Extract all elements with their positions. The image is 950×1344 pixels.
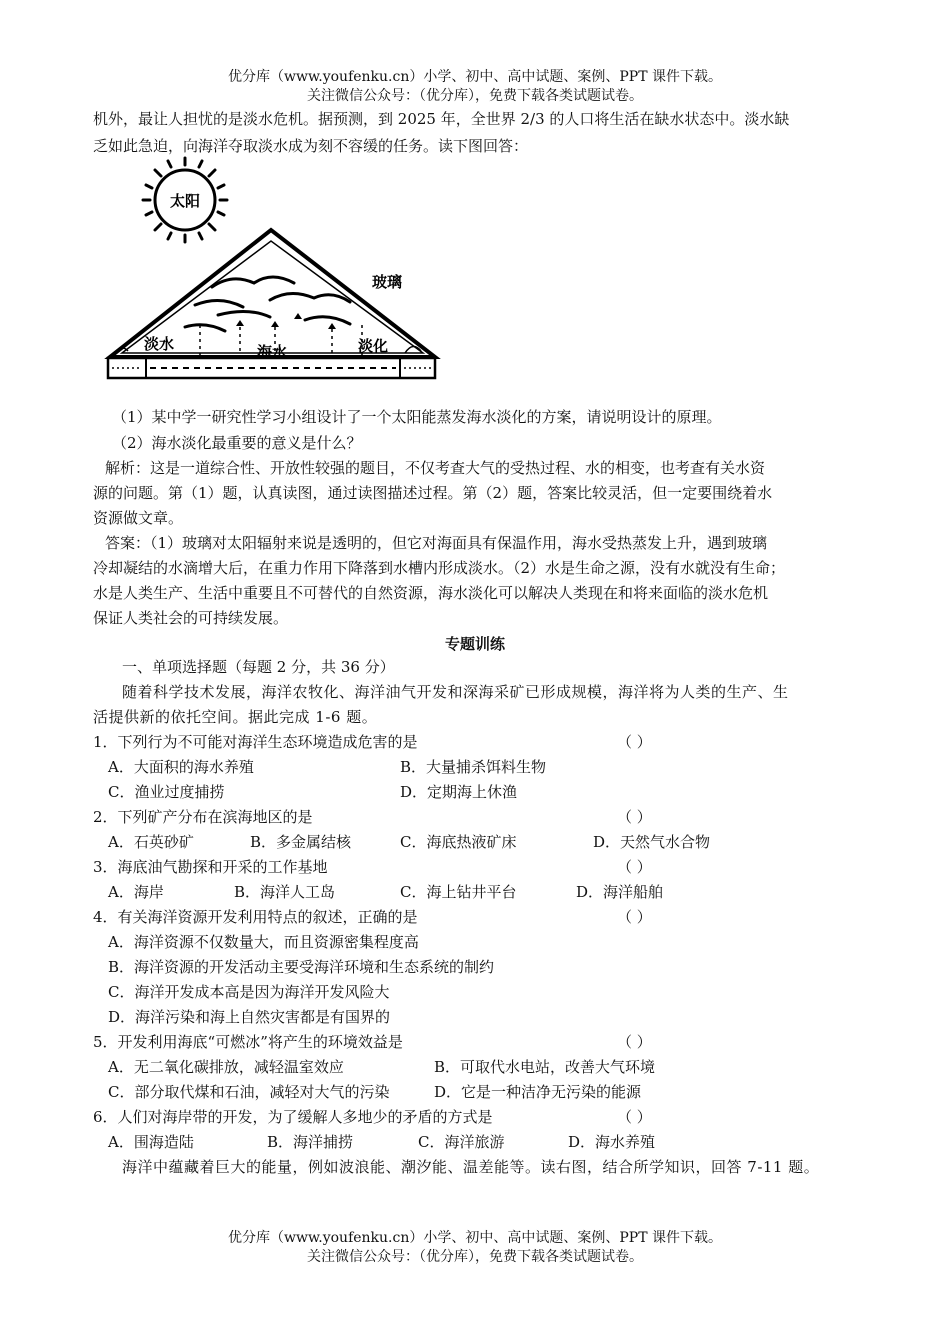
intro-line-1: 机外，最让人担忧的是淡水危机。据预测，到 2025 年，全世界 2/3 的人口将生活在缺水状态中。淡水缺	[93, 110, 790, 128]
q4-option-c: C．海洋开发成本高是因为海洋开发风险大	[108, 983, 390, 1001]
question-2: （2）海水淡化最重要的意义是什么？	[112, 434, 362, 452]
q6-option-b: B．海洋捕捞	[267, 1133, 354, 1151]
q6-option-c: C．海洋旅游	[418, 1133, 505, 1151]
q5-option-d: D．它是一种洁净无污染的能源	[434, 1083, 642, 1101]
q4-stem: 4．有关海洋资源开发利用特点的叙述，正确的是	[93, 908, 418, 926]
glass-label: 玻璃	[372, 273, 403, 291]
q4-option-a: A．海洋资源不仅数量大，而且资源密集程度高	[108, 933, 419, 951]
analysis-line-1: 解析：这是一道综合性、开放性较强的题目，不仅考查大气的受热过程、水的相变，也考查有关水资	[105, 459, 766, 477]
q3-stem: 3．海底油气勘探和开采的工作基地	[93, 858, 328, 876]
q3-option-d: D．海洋船舶	[576, 883, 664, 901]
passage-1-line-2: 活提供新的依托空间。据此完成 1-6 题。	[93, 708, 378, 726]
answer-line-3: 水是人类生产、生活中重要且不可替代的自然资源，海水淡化可以解决人类现在和将来面临的淡水危机	[93, 584, 769, 602]
answer-line-4: 保证人类社会的可持续发展。	[93, 609, 289, 627]
q6-stem: 6．人们对海岸带的开发，为了缓解人多地少的矛盾的方式是	[93, 1108, 493, 1126]
answer-line-2: 冷却凝结的水滴增大后，在重力作用下降落到水槽内形成淡水。（2）水是生命之源，没有水就没有生命；	[93, 559, 786, 577]
training-title: 专题训练	[444, 635, 505, 653]
q5-option-b: B．可取代水电站，改善大气环境	[434, 1058, 656, 1076]
sun-icon	[143, 158, 227, 242]
q2-option-a: A．石英砂矿	[108, 833, 194, 851]
q2-answer-blank: （ ）	[617, 808, 652, 826]
q6-option-a: A．围海造陆	[108, 1133, 194, 1151]
q3-answer-blank: （ ）	[617, 858, 652, 876]
q1-option-a: A．大面积的海水养殖	[108, 758, 254, 776]
passage-1-line-1: 随着科学技术发展，海洋农牧化、海洋油气开发和深海采矿已形成规模，海洋将为人类的生产、生	[122, 683, 789, 701]
section-heading: 一、单项选择题（每题 2 分，共 36 分）	[122, 658, 395, 676]
q5-answer-blank: （ ）	[617, 1033, 652, 1051]
q1-answer-blank: （ ）	[617, 733, 652, 751]
intro-line-2: 乏如此急迫，向海洋夺取淡水成为刻不容缓的任务。读下图回答：	[93, 137, 529, 155]
q6-option-d: D．海水养殖	[568, 1133, 656, 1151]
q6-answer-blank: （ ）	[617, 1108, 652, 1126]
header-line-1: 优分库（www.youfenku.cn）小学、初中、高中试题、案例、PPT 课件下载。	[227, 69, 722, 85]
footer-line-2: 关注微信公众号：（优分库），免费下载各类试题试卷。	[307, 1249, 643, 1265]
q2-option-d: D．天然气水合物	[593, 833, 711, 851]
passage-2: 海洋中蕴藏着巨大的能量，例如波浪能、潮汐能、温差能等。读右图，结合所学知识，回答 7-11 题。	[122, 1158, 820, 1176]
q4-answer-blank: （ ）	[617, 908, 652, 926]
answer-line-1: 答案：（1）玻璃对太阳辐射来说是透明的，但它对海面具有保温作用，海水受热蒸发上升，遇到玻璃	[105, 534, 768, 552]
analysis-line-3: 资源做文章。	[93, 509, 184, 527]
q1-option-c: C．渔业过度捕捞	[108, 783, 225, 801]
sun-label: 太阳	[169, 192, 201, 210]
analysis-line-2: 源的问题。第（1）题，认真读图，通过读图描述过程。第（2）题，答案比较灵活，但一定要围绕着水	[93, 484, 773, 502]
q1-option-d: D．定期海上休渔	[400, 783, 518, 801]
q3-option-a: A．海岸	[108, 883, 164, 901]
footer-line-1: 优分库（www.youfenku.cn）小学、初中、高中试题、案例、PPT 课件下载。	[227, 1230, 722, 1246]
q2-stem: 2．下列矿产分布在滨海地区的是	[93, 808, 313, 826]
q4-option-b: B．海洋资源的开发活动主要受海洋环境和生态系统的制约	[108, 958, 495, 976]
sea-water-label: 海水	[257, 343, 288, 361]
q4-option-d: D．海洋污染和海上自然灾害都是有国界的	[108, 1008, 391, 1026]
desalination-label: 淡化	[358, 337, 389, 355]
desalination-figure	[100, 155, 445, 390]
q1-option-b: B．大量捕杀饵料生物	[400, 758, 547, 776]
q5-stem: 5．开发利用海底“可燃冰”将产生的环境效益是	[93, 1033, 403, 1051]
q1-stem: 1．下列行为不可能对海洋生态环境造成危害的是	[93, 733, 418, 751]
question-1: （1）某中学一研究性学习小组设计了一个太阳能蒸发海水淡化的方案，请说明设计的原理。	[112, 408, 722, 426]
fresh-water-label: 淡水	[144, 335, 175, 353]
vapor-clouds	[185, 277, 350, 331]
q5-option-a: A．无二氧化碳排放，减轻温室效应	[108, 1058, 344, 1076]
q2-option-b: B．多金属结核	[250, 833, 352, 851]
q3-option-b: B．海洋人工岛	[234, 883, 336, 901]
q5-option-c: C．部分取代煤和石油，减轻对大气的污染	[108, 1083, 390, 1101]
q3-option-c: C．海上钻井平台	[400, 883, 517, 901]
q2-option-c: C．海底热液矿床	[400, 833, 517, 851]
header-line-2: 关注微信公众号：（优分库），免费下载各类试题试卷。	[307, 88, 643, 104]
